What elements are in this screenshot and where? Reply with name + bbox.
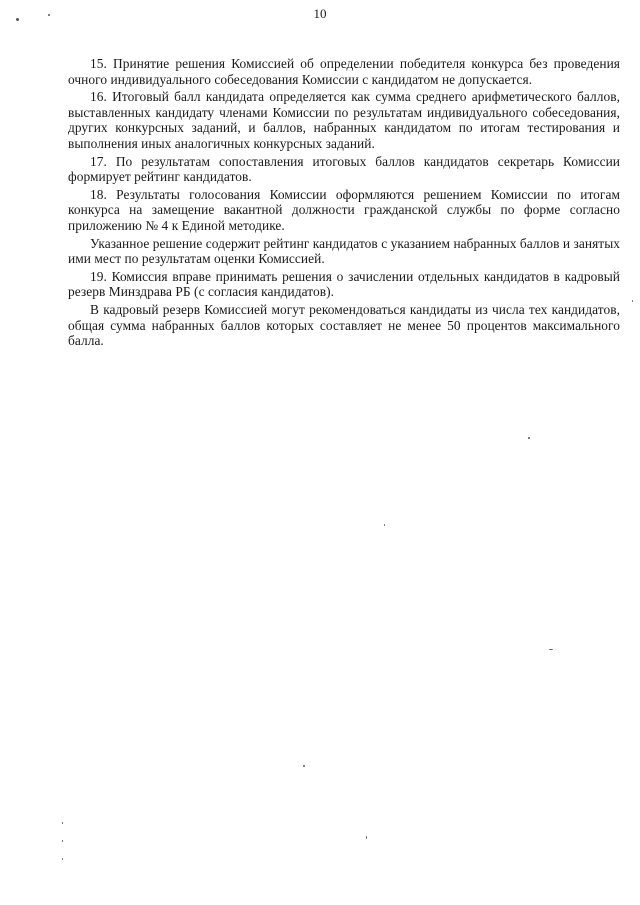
paragraph-15: 15. Принятие решения Комиссией об определении победителя конкурса без проведения очного индивидуального собеседования Комиссии с кандидатом не допускается. (68, 56, 620, 87)
scan-speck (303, 765, 305, 767)
paragraph-19: 19. Комиссия вправе принимать решения о зачислении отдельных кандидатов в кадровый резерв Минздрава РБ (с согласия кандидатов). (68, 268, 620, 300)
scan-speck (528, 437, 530, 439)
page-number: 10 (313, 6, 327, 21)
paragraph-18-decision: Указанное решение содержит рейтинг кандидатов с указанием набранных баллов и занятых ими мест по результатам оценки Комиссией. (68, 235, 620, 267)
scan-speck (62, 840, 63, 842)
paragraph-16: 16. Итоговый балл кандидата определяется как сумма среднего арифметического баллов, выставленных кандидату членами Комиссии по результатам индивидуального собеседования, других конкурсных заданий, и баллов, набранных кандидатом по итогам тестирования и выполнения иных аналогичных конкурсных заданий. (68, 89, 620, 151)
scan-speck (366, 836, 367, 839)
scan-speck (632, 300, 633, 302)
document-body (68, 56, 620, 351)
scan-speck (549, 649, 553, 650)
scan-speck (16, 18, 19, 21)
scan-speck (48, 14, 50, 16)
scan-speck (62, 858, 63, 860)
paragraph-18: 18. Результаты голосования Комиссии оформляются решением Комиссии по итогам конкурса на замещение вакантной должности гражданской службы по форме согласно приложению № 4 к Единой методике. (68, 186, 620, 233)
scan-speck (384, 524, 385, 526)
scan-speck (62, 822, 63, 824)
paragraph-19-reserve: В кадровый резерв Комиссией могут рекомендоваться кандидаты из числа тех кандидатов, общая сумма набранных баллов которых составляет не менее 50 процентов максимального балла. (68, 301, 620, 349)
paragraph-17: 17. По результатам сопоставления итоговых баллов кандидатов секретарь Комиссии формирует рейтинг кандидатов. (68, 153, 620, 185)
